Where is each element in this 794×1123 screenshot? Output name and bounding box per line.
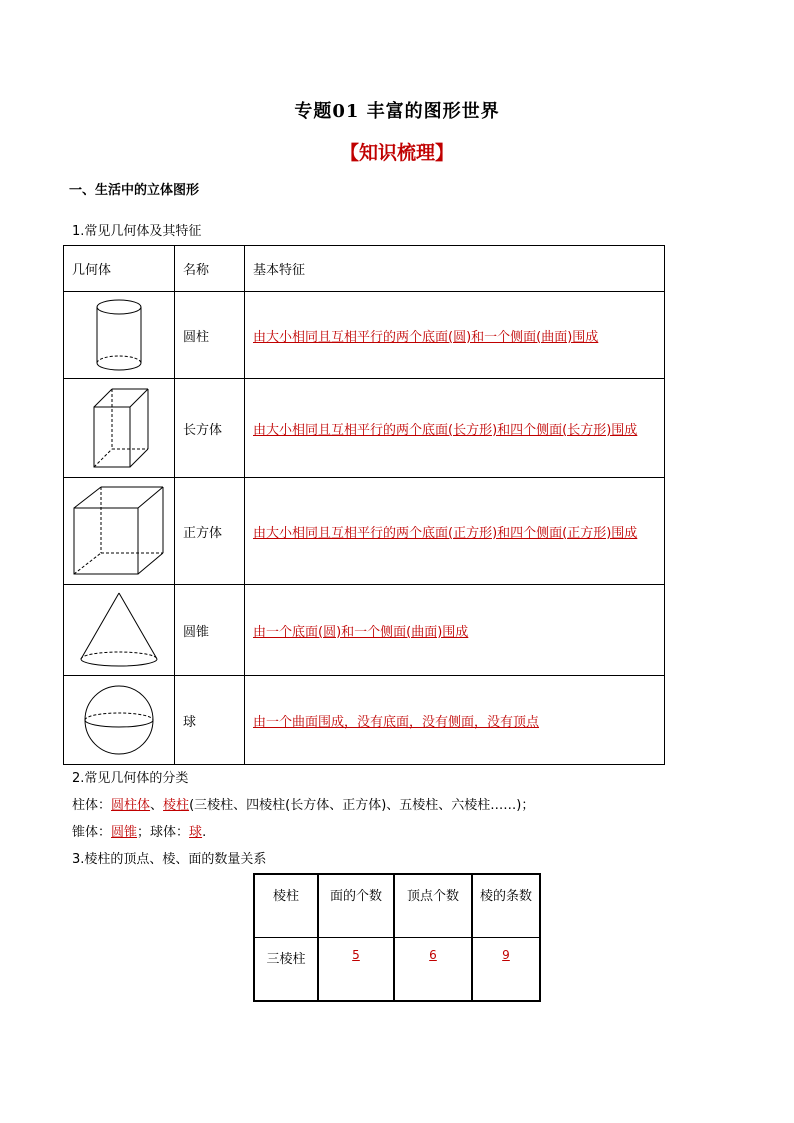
cone-icon xyxy=(77,589,161,671)
item-heading: 1.常见几何体及其特征 xyxy=(72,224,202,239)
solid-name: 球 xyxy=(175,676,245,765)
solid-cell xyxy=(64,676,175,765)
solids-table xyxy=(63,245,665,765)
vertices-value: 6 xyxy=(394,938,472,1002)
solid-feature: 由大小相同且互相平行的两个底面(圆)和一个侧面(曲面)围成 xyxy=(245,292,665,379)
solid-cell xyxy=(64,292,175,379)
sphere-icon xyxy=(82,683,156,757)
header-vertices: 顶点个数 xyxy=(394,874,472,938)
solid-cell xyxy=(64,379,175,478)
cylinder-icon xyxy=(89,297,149,373)
table-header-row xyxy=(254,874,540,938)
page-title: 专题01 丰富的图形世界 xyxy=(294,101,500,122)
solid-name: 圆锥 xyxy=(175,585,245,676)
header-prism: 棱柱 xyxy=(254,874,318,938)
header-edges: 棱的条数 xyxy=(472,874,540,938)
table-header-row xyxy=(64,246,665,292)
solid-feature: 由大小相同且互相平行的两个底面(长方形)和四个侧面(长方形)围成 xyxy=(245,379,665,478)
faces-value: 5 xyxy=(318,938,394,1002)
solid-feature: 由一个底面(圆)和一个侧面(曲面)围成 xyxy=(245,585,665,676)
section-heading: 一、生活中的立体图形 xyxy=(69,183,200,198)
solid-cell xyxy=(64,478,175,585)
table-row xyxy=(64,292,665,379)
row-label: 三棱柱 xyxy=(254,938,318,1002)
cube-icon xyxy=(71,483,167,579)
answer-prism-b: 棱柱 xyxy=(163,798,190,813)
cone-sphere-classification: 锥体：圆锥；球体：球. xyxy=(72,825,207,840)
table-row xyxy=(254,938,540,1002)
solid-cell xyxy=(64,585,175,676)
table-row xyxy=(64,478,665,585)
header-solid: 几何体 xyxy=(64,246,175,292)
solid-name: 正方体 xyxy=(175,478,245,585)
header-faces: 面的个数 xyxy=(318,874,394,938)
edges-value: 9 xyxy=(472,938,540,1002)
item-heading: 3.棱柱的顶点、棱、面的数量关系 xyxy=(72,852,267,867)
solid-feature: 由大小相同且互相平行的两个底面(正方形)和四个侧面(正方形)围成 xyxy=(245,478,665,585)
header-name: 名称 xyxy=(175,246,245,292)
item-heading: 2.常见几何体的分类 xyxy=(72,771,189,786)
header-feature: 基本特征 xyxy=(245,246,665,292)
answer-sphere: 球 xyxy=(189,825,203,840)
cuboid-icon xyxy=(84,385,154,471)
solid-name: 长方体 xyxy=(175,379,245,478)
table-row xyxy=(64,676,665,765)
section-subtitle: 【知识梳理】 xyxy=(339,142,454,164)
prism-classification: 柱体：圆柱体、棱柱(三棱柱、四棱柱(长方体、正方体)、五棱柱、六棱柱……)； xyxy=(72,798,535,813)
table-row xyxy=(64,379,665,478)
answer-cone: 圆锥 xyxy=(111,825,138,840)
solid-name: 圆柱 xyxy=(175,292,245,379)
answer-prism-a: 圆柱体 xyxy=(111,798,151,813)
solid-feature: 由一个曲面围成，没有底面，没有侧面，没有顶点 xyxy=(245,676,665,765)
table-row xyxy=(64,585,665,676)
prism-count-table xyxy=(253,873,541,1002)
